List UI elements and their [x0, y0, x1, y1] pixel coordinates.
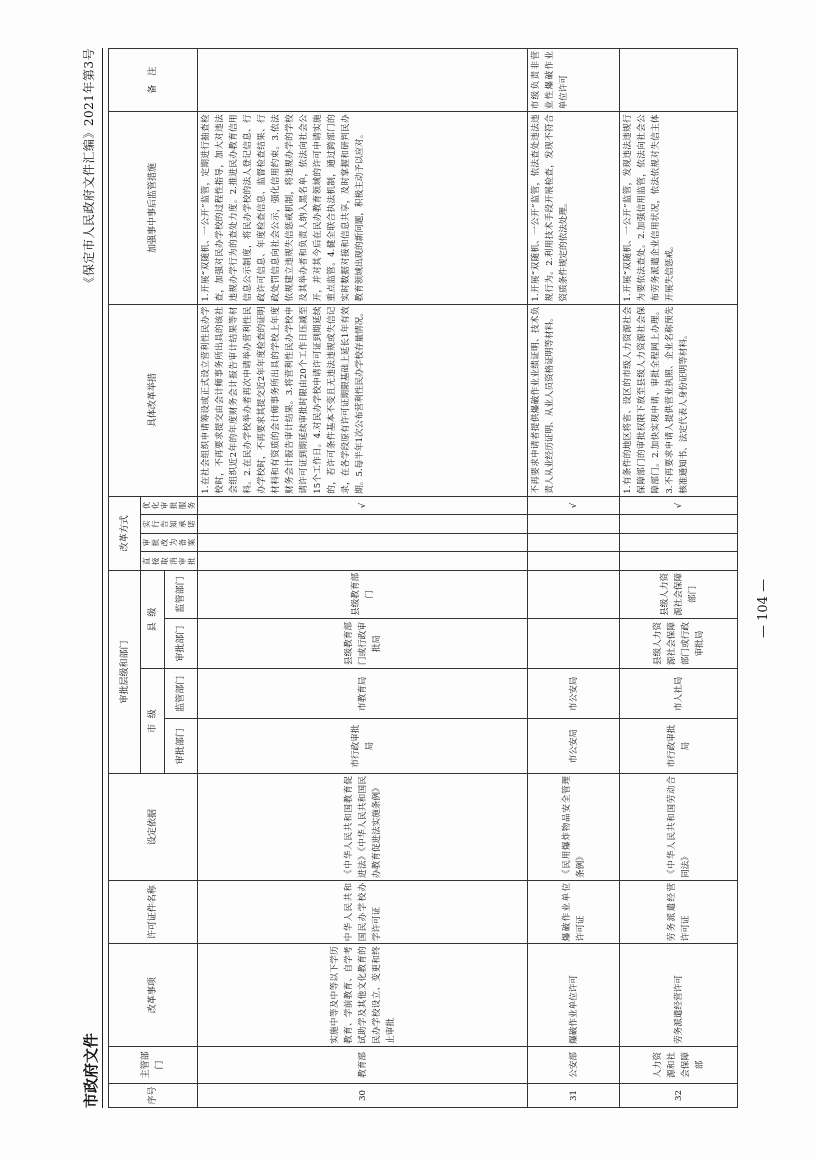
col-reform-mode: 改革方式 — [109, 496, 141, 570]
row-item: 爆破作业单位许可 — [528, 944, 620, 1047]
header-row-1 — [109, 49, 141, 1108]
county-supervise-head: 监管部门 — [165, 570, 198, 618]
header-rule — [102, 48, 103, 1108]
row-license: 爆破作业单位许可证 — [528, 880, 620, 943]
row-basis: 《民用爆炸物品安全管理条例》 — [528, 773, 620, 880]
row-county-supervise: 县级人力资源社会保障部门 — [620, 570, 738, 618]
row-basis: 《中华人民共和国劳动合同法》 — [620, 773, 738, 880]
row-mode-cancel — [528, 552, 620, 571]
row-post: 1.开展“双随机、一公开”监管，定期进行抽查检查，加强对民办学校的过程性指导，加大对违法违规办学行为的查处力度。2.推进民办教育信用信息公示制度，将民办学校的法人登记信息、行政许可信息、年度检查信息、监督检查结果、行政处罚信息向社会公示，强化信用约束。3.依法依规建立违规失信惩戒机制，将违规办学的学校及其举办者和负责人纳入黑名单，依法向社会公开，并对其今后在民办教育领域的许可申请实施重点监管。4.健全联合执法机制，通过跨部门的实时数据对接和信息共享，及时掌握和研判民办教育领域出现的新问题，积极主动予以应对。 — [198, 112, 528, 304]
row-item: 实施中等及中等以下学历教育、学前教育、自学考试助学及其他文化教育的民办学校设立、变更和终止审批 — [198, 944, 528, 1047]
col-city — [141, 669, 165, 774]
row-county-approve: 县级人力资源社会保障部门或行政审批局 — [620, 618, 738, 668]
col-levels: 审批层级和部门 — [109, 570, 141, 773]
row-remark — [620, 49, 738, 112]
col-seq: 序号 — [109, 1083, 198, 1107]
row-mode-record — [620, 533, 738, 552]
mode-record: 审批改为备案 — [141, 533, 198, 552]
col-dept: 主管部门 — [109, 1046, 198, 1083]
city-label: 市 — [147, 723, 158, 733]
city-approve-head: 审批部门 — [165, 719, 198, 774]
row-county-supervise: 县级教育部门 — [198, 570, 528, 618]
row-mode-optimize: √ — [528, 496, 620, 515]
table-row — [620, 49, 738, 1108]
col-measures: 具体改革举措 — [109, 304, 198, 496]
row-county-approve: 县级教育部门或行政审批局 — [198, 618, 528, 668]
row-license: 劳务派遣经营许可证 — [620, 880, 738, 943]
row-mode-cancel — [620, 552, 738, 571]
row-mode-record — [528, 533, 620, 552]
page-number: — 104 — — [756, 578, 771, 638]
row-seq: 30 — [198, 1083, 528, 1107]
county-approve-head: 审批部门 — [165, 618, 198, 668]
row-mode-record — [198, 533, 528, 552]
mode-optimize: 优化审批服务 — [141, 496, 198, 515]
row-dept: 教育部 — [198, 1046, 528, 1083]
row-mode-promise — [620, 515, 738, 534]
row-mode-promise — [198, 515, 528, 534]
col-county — [141, 570, 165, 668]
row-mode-cancel — [198, 552, 528, 571]
row-city-supervise: 市人社局 — [620, 669, 738, 719]
row-mode-optimize: √ — [198, 496, 528, 515]
col-item: 改革事项 — [109, 944, 198, 1047]
row-post: 1.开展“双随机、一公开”监管，发现违法违规行为要依法查处。2.加强信用监管，依法向社会公布劳务派遣企业信用状况，依法依规对失信主体开展失信惩戒。 — [620, 112, 738, 304]
row-seq: 31 — [528, 1083, 620, 1107]
row-mode-optimize: √ — [620, 496, 738, 515]
row-city-approve: 市行政审批局 — [198, 719, 528, 774]
row-city-supervise: 市公安局 — [528, 669, 620, 719]
row-basis: 《中华人民共和国教育促进法》《中华人民共和国民办教育促进法实施条例》 — [198, 773, 528, 880]
county-label: 县 — [147, 622, 158, 632]
row-county-supervise — [528, 570, 620, 618]
header-left-title: 市政府文件 — [82, 1032, 100, 1108]
row-city-approve: 市公安局 — [528, 719, 620, 774]
col-basis: 设定依据 — [109, 773, 198, 880]
mode-cancel: 直接取消审批 — [141, 552, 198, 571]
row-item: 劳务派遣经营许可 — [620, 944, 738, 1047]
table-row — [198, 49, 528, 1108]
city-supervise-head: 监管部门 — [165, 669, 198, 719]
row-seq: 32 — [620, 1083, 738, 1107]
row-dept: 人力资源和社会保障部 — [620, 1046, 738, 1083]
col-post: 加强事中事后监管措施 — [109, 112, 198, 304]
mode-promise: 实行告知承诺 — [141, 515, 198, 534]
col-remark: 备 注 — [109, 49, 198, 112]
row-dept: 公安部 — [528, 1046, 620, 1083]
header-right-title: 《保定市人民政府文件汇编》2021年第3号 — [82, 48, 96, 289]
table-row — [528, 49, 620, 1108]
row-license: 中华人民共和国民办学校办学许可证 — [198, 880, 528, 943]
col-license: 许可证件名称 — [109, 880, 198, 943]
row-county-approve — [528, 618, 620, 668]
row-measures: 1.在社会组织申请筹设或正式设立营利性民办学校时，不再要求提交由会计师事务所出具的该社会组织近2年的年度财务会计报告审计结果等材料。2.在民办学校举办者再次申请举办营利性民办学校时，不再要求其提交近2年年度检查的证明材料和有资质的会计师事务所出具的学校上年度财务会计报告审计结果。3.将营利性民办学校申请许可证到期延续审批时限由20个工作日压减至15个工作日。4.对民办学校申请许可证到期延续的，若许可条件基本不变且无违法违规或失信记录，在各学段原有许可证期限基础上延长1年有效期。5.每半年1次公布营利性民办学校存量情况。 — [198, 304, 528, 496]
rotated-sheet — [80, 48, 800, 1108]
row-remark: 市级负责非营业性爆破作业单位许可 — [528, 49, 620, 112]
row-measures: 1.有条件的地区将省、设区的市级人力资源社会保障部门的审批权限下放至县级人力资源社会保障部门。2.加快实现申请、审批全程网上办理。3.不再要求申请人提供营业执照、企业名称预先核准通知书、法定代表人身份证明等材料。 — [620, 304, 738, 496]
row-remark — [198, 49, 528, 112]
row-city-approve: 市行政审批局 — [620, 719, 738, 774]
city-grade: 级 — [147, 709, 158, 719]
row-post: 1.开展“双随机、一公开”监管，依法查处违法违规行为。2.利用技术手段开展检查，发现不符合资质条件规定的依法处理。 — [528, 112, 620, 304]
row-measures: 不再要求申请者提供爆破作业业绩证明、技术负责人从业经历证明、从业人员资格证明等材料。 — [528, 304, 620, 496]
reform-table — [108, 48, 738, 1108]
county-grade: 级 — [147, 607, 158, 617]
row-city-supervise: 市教育局 — [198, 669, 528, 719]
row-mode-promise — [528, 515, 620, 534]
